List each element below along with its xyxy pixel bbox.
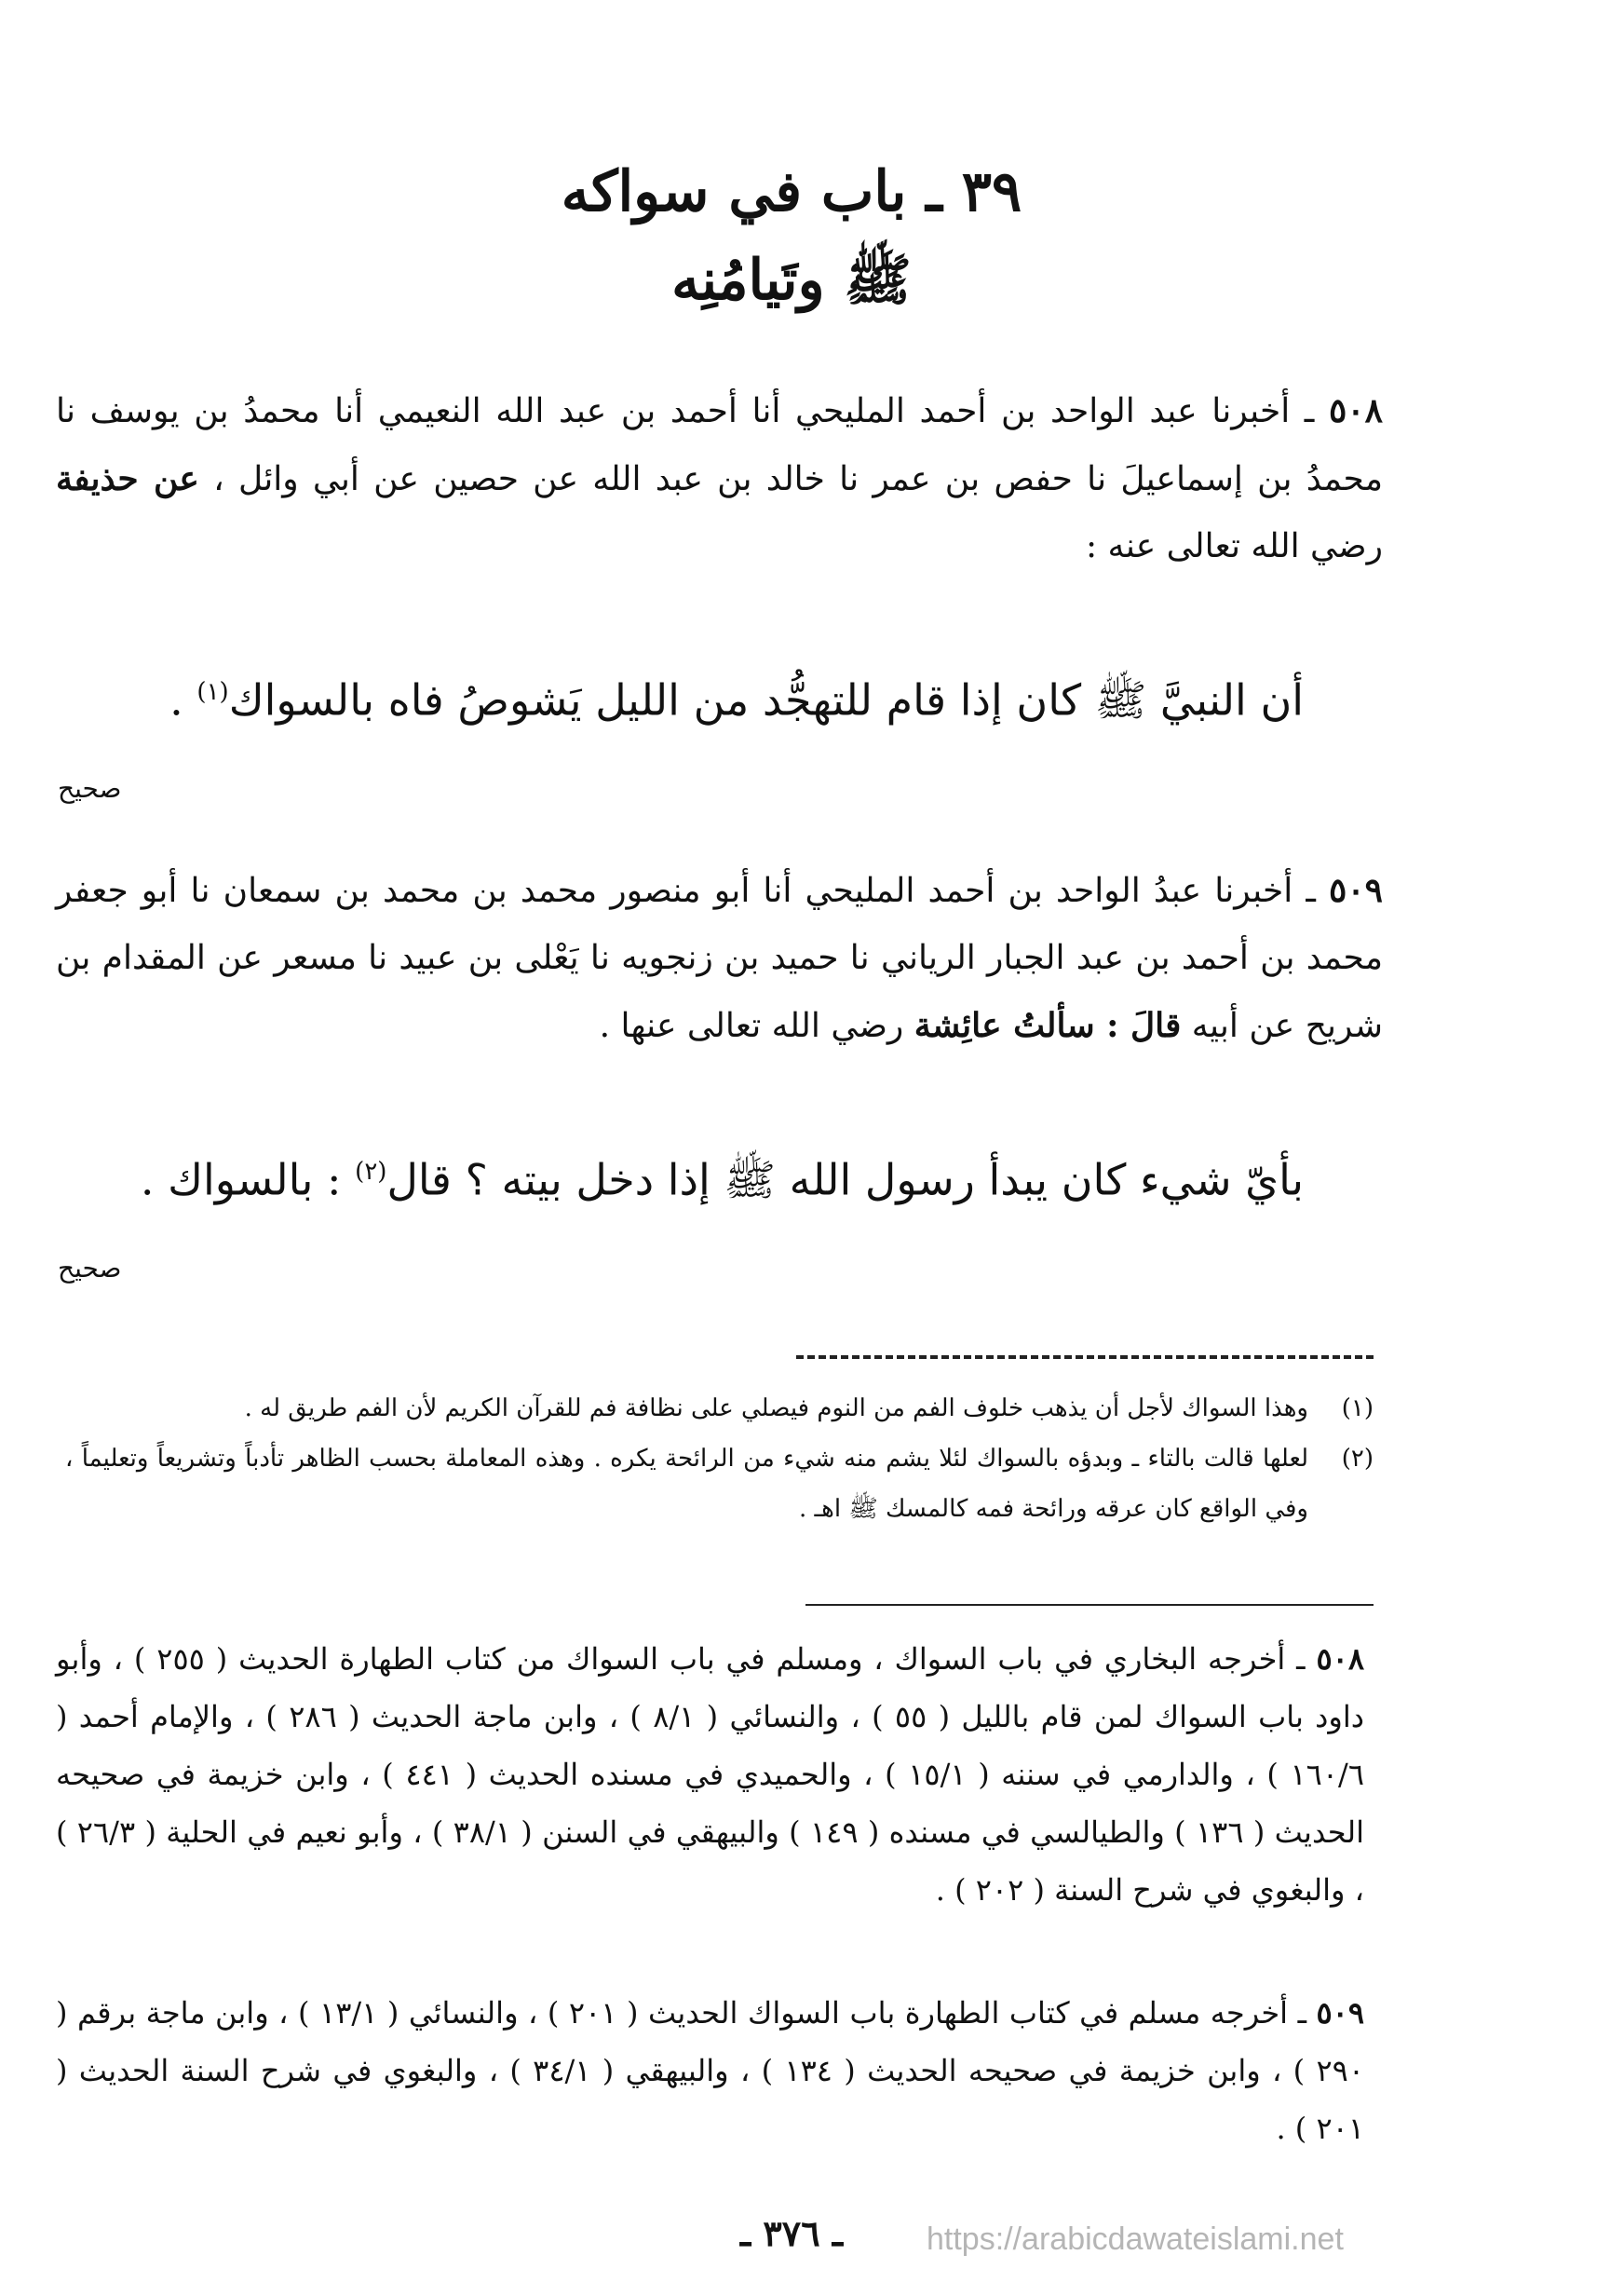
narrator: عن حذيفة xyxy=(56,459,199,498)
hadith-number: ٥٠٩ xyxy=(1329,871,1384,910)
hadith-509-matn xyxy=(74,1127,1304,1224)
narrator: قالَ : سألتُ عائِشة xyxy=(914,1006,1182,1045)
narrator-tail: رضي الله تعالى عنها . xyxy=(599,1007,904,1045)
hadith-508-grade: صحيح xyxy=(58,773,122,804)
footnote-ref: (٢) xyxy=(355,1158,387,1186)
takhrij-text: ـ أخرجه البخاري في باب السواك ، ومسلم في باب السواك من كتاب الطهارة الحديث ( ٢٥٥ ) ، وأبو داود باب السواك لمن قام بالليل ( ٥٥ ) ، والنسائي ( ٨/١ ) ، وابن ماجة الحديث ( ٢٨٦ ) ، والإمام أحمد ( ١٦٠/٦ ) ، والدارمي في سننه ( ١٥/١ ) ، والحميدي في مسنده الحديث ( ٤٤١ ) ، وابن خزيمة في صحيحه الحديث ( ١٣٦ ) والطيالسي في مسنده ( ١٤٩ ) والبيهقي في السنن ( ٣٨/١ ) ، وأبو نعيم في الحلية ( ٢٦/٣ ) ، والبغوي في شرح السنة ( ٢٠٢ ) . xyxy=(56,1641,1365,1908)
footnote-1 xyxy=(65,1383,1374,1433)
matn-text: أن النبيَّ ﷺ كان إذا قام للتهجُّد من الليل يَشوصُ فاه بالسواك xyxy=(228,674,1304,726)
takhrij-text: ـ أخرجه مسلم في كتاب الطهارة باب السواك الحديث ( ٢٠١ ) ، والنسائي ( ١٣/١ ) ، وابن ماجة برقم ( ٢٩٠ ) ، وابن خزيمة في صحيحه الحديث ( ١٣٤ ) ، والبيهقي ( ٣٤/١ ) ، والبغوي في شرح السنة الحديث ( ٢٠١ ) . xyxy=(56,1995,1365,2146)
takhrij-separator xyxy=(805,1604,1374,1606)
footnote-ref: (١) xyxy=(196,678,229,706)
watermark-url: https://arabicdawateislami.net xyxy=(927,2221,1344,2257)
hadith-508-matn xyxy=(74,647,1304,744)
page-number: ـ ٣٧٦ ـ xyxy=(740,2212,843,2254)
takhrij-number: ٥٠٨ xyxy=(1316,1641,1365,1677)
takhrij-number: ٥٠٩ xyxy=(1316,1995,1365,2031)
chapter-title: ٣٩ ـ باب في سواكه xyxy=(561,159,1022,224)
hadith-508-isnad xyxy=(56,377,1383,580)
hadith-number: ٥٠٨ xyxy=(1328,391,1383,430)
footnote-separator xyxy=(796,1355,1374,1359)
chapter-subtitle: ﷺ وتَيامُنِه xyxy=(671,248,912,313)
isnad-text: ـ أخبرنا عبد الواحد بن أحمد المليحي أنا أحمد بن عبد الله النعيمي أنا محمدُ بن يوسف نا محمدُ بن إسماعيلَ نا حفص بن عمر نا خالد بن عبد الله عن حصين عن أبي وائل ، xyxy=(56,392,1384,498)
narrator-tail: رضي الله تعالى عنه : xyxy=(1085,527,1383,565)
matn-end: : بالسواك . xyxy=(140,1154,356,1205)
matn-end: . xyxy=(169,674,197,726)
matn-text: بأيّ شيء كان يبدأ رسول الله ﷺ إذا دخل بيته ؟ قال xyxy=(386,1154,1304,1205)
footnote-text: لعلها قالت بالتاء ـ وبدؤه بالسواك لئلا يشم منه شيء من الرائحة يكره . وهذه المعاملة بحسب الظاهر تأدباً وتشريعاً وتعليماً ، وفي الواقع كان عرقه ورائحة فمه كالمسك ﷺ اهـ . xyxy=(65,1445,1308,1523)
footnote-number: (١) xyxy=(1341,1394,1374,1422)
hadith-509-isnad xyxy=(56,857,1383,1060)
isnad-text: ـ أخبرنا عبدُ الواحد بن أحمد المليحي أنا أبو منصور محمد بن محمد بن سمعان نا أبو جعفر محمد بن أحمد بن عبد الجبار الرياني نا حميد بن زنجويه نا يَعْلى بن عبيد نا مسعر عن المقدام بن شريح عن أبيه xyxy=(56,872,1383,1045)
footnotes xyxy=(65,1383,1374,1534)
takhrij-508 xyxy=(56,1630,1364,1919)
footnote-text: وهذا السواك لأجل أن يذهب خلوف الفم من النوم فيصلي على نظافة فم للقرآن الكريم لأن الفم طريق له . xyxy=(244,1394,1308,1422)
footnote-2 xyxy=(65,1433,1374,1534)
takhrij-509 xyxy=(56,1984,1364,2157)
footnote-number: (٢) xyxy=(1341,1445,1374,1473)
hadith-509-grade: صحيح xyxy=(58,1253,122,1284)
